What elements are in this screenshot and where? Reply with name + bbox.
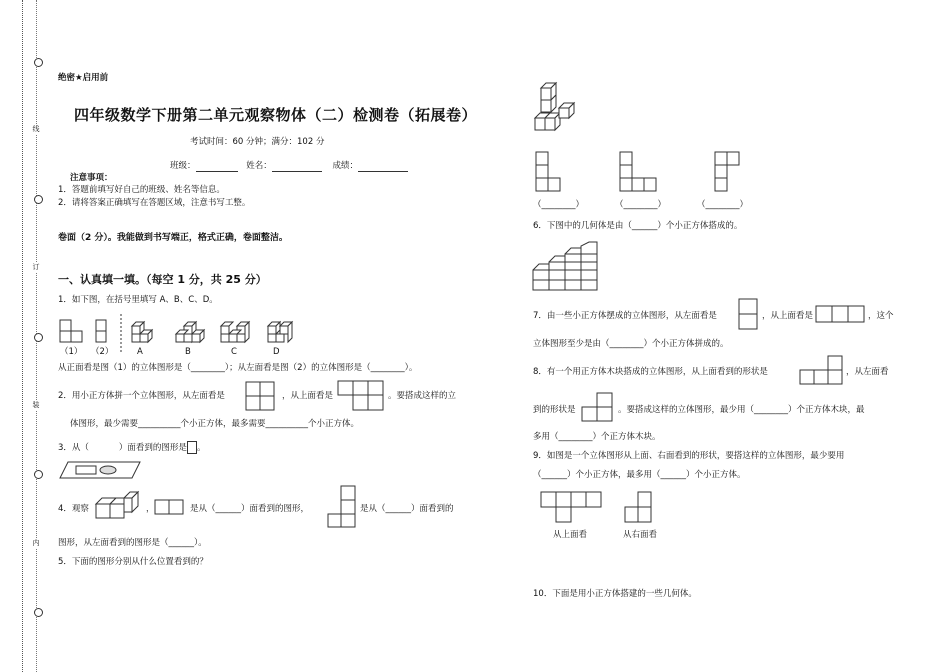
question-7-line2: 立体图形至少是由（________）个小正方体拼成的。 xyxy=(533,339,729,349)
q6-solid-figure xyxy=(533,238,605,294)
q5-blank: （________） xyxy=(697,200,749,210)
question-10-text: 10．下面是用小正方体搭建的一些几何体。 xyxy=(533,589,697,599)
note-item: 2．请将答案正确填写在答题区域，注意书写工整。 xyxy=(58,198,251,208)
binding-hole xyxy=(34,608,43,617)
binding-hole xyxy=(34,470,43,479)
q3-text1: 3．从（ xyxy=(58,443,89,453)
q1-label: （1） xyxy=(60,347,83,357)
question-7-part: ，这个 xyxy=(868,311,894,321)
name-label: 姓名： xyxy=(246,161,272,171)
binding-margin xyxy=(0,0,42,672)
q9-views xyxy=(540,491,670,527)
question-6-text: 6．下图中的几何体是由（______）个小正方体搭成的。 xyxy=(533,221,743,231)
note-item: 1．答题前填写好自己的班级、姓名等信息。 xyxy=(58,185,225,195)
question-9-line1: 9．如图是一个立体图形从上面、右面看到的形状，要搭这样的立体图形，最少要用 xyxy=(533,451,845,461)
question-2-line2: 体图形，最少需要__________个小正方体，最多需要__________个小正方体。 xyxy=(70,419,360,429)
question-4-line2: 图形，从左面看到的图形是（______）。 xyxy=(58,538,207,548)
question-7-part: ，从上面看是 xyxy=(762,311,814,321)
exam-info: 考试时间：60 分钟；满分：102 分 xyxy=(190,137,325,147)
q8-left-view-icon xyxy=(582,392,616,424)
q1-label: B xyxy=(185,347,191,357)
class-field[interactable] xyxy=(196,171,238,172)
q2-top-view-icon xyxy=(338,381,384,411)
question-2-part: 。要搭成这样的立 xyxy=(388,391,457,401)
q7-top-view-icon xyxy=(815,305,867,325)
question-8-line2a: 到的形状是 xyxy=(533,405,576,415)
binding-mark: 线 xyxy=(30,124,42,134)
q3-object-figure xyxy=(60,462,140,480)
question-9-line2: （______）个小正方体，最多用（______）个小正方体。 xyxy=(533,470,746,480)
q4-view-icon xyxy=(155,499,187,517)
q3-end: 。 xyxy=(196,443,206,453)
q4-solid-figure xyxy=(94,490,144,524)
q1-label: C xyxy=(231,347,237,357)
question-8-part: 8．有一个用正方体木块搭成的立体图形，从上面看到的形状是 xyxy=(533,367,768,377)
q4-comma: ， xyxy=(146,504,155,514)
question-8-line3: 多用（________）个正方体木块。 xyxy=(533,432,661,442)
q9-right-label: 从右面看 xyxy=(623,530,658,540)
q1-label: （2） xyxy=(91,347,114,357)
name-field[interactable] xyxy=(272,171,322,172)
question-2-part: 2．用小正方体拼一个立体图形，从左面看是 xyxy=(58,391,225,401)
binding-mark: 装 xyxy=(30,400,42,410)
binding-hole xyxy=(34,195,43,204)
q1-label: D xyxy=(273,347,280,357)
question-8-part: ，从左面看 xyxy=(846,367,889,377)
q3-text2: ）面看到的图形是 xyxy=(118,443,187,453)
q7-left-view-icon xyxy=(738,298,760,332)
page-title: 四年级数学下册第二单元观察物体（二）检测卷（拓展卷） xyxy=(74,106,478,124)
question-3-text xyxy=(58,441,205,454)
class-label: 班级： xyxy=(170,161,196,171)
secret-label: 绝密★启用前 xyxy=(58,73,109,83)
question-4-part: 4．观察 xyxy=(58,504,89,514)
question-4-part: 是从（______）面看到的图形， xyxy=(190,504,310,514)
binding-hole xyxy=(34,58,43,67)
q2-left-view-icon xyxy=(246,381,276,411)
binding-mark: 内 xyxy=(30,538,42,548)
q3-shape-icon xyxy=(187,441,197,454)
q5-blank: （________） xyxy=(615,200,667,210)
score-field[interactable] xyxy=(358,171,408,172)
score-label: 成绩： xyxy=(332,161,358,171)
question-8-line2b: 。要搭成这样的立体图形，最少用（________）个正方体木块，最 xyxy=(618,405,865,415)
notes-heading: 注意事项： xyxy=(70,173,113,183)
q1-answer-line: 从正面看是图（1）的立体图形是（________）；从左面看是图（2）的立体图形是（________）。 xyxy=(58,363,418,373)
question-5-text: 5．下面的图形分别从什么位置看到的？ xyxy=(58,557,208,567)
q4-view-icon xyxy=(328,485,358,529)
binding-mark: 订 xyxy=(30,262,42,272)
binding-hole xyxy=(34,333,43,342)
q8-top-view-icon xyxy=(800,355,846,387)
q5-solid-figure xyxy=(533,82,577,134)
info-fields xyxy=(170,160,408,172)
question-7-part: 7．由一些小正方体摆成的立体图形，从左面看是 xyxy=(533,311,717,321)
q5-views xyxy=(535,150,755,194)
question-1-text: 1．如下图，在括号里填写 A、B、C、D。 xyxy=(58,295,218,305)
q9-top-label: 从上面看 xyxy=(553,530,588,540)
question-4-part: 是从（______）面看到的 xyxy=(360,504,454,514)
q5-blank: （________） xyxy=(533,200,585,210)
section-heading: 一、认真填一填。（每空 1 分，共 25 分） xyxy=(58,273,267,286)
neatness-note: 卷面（2 分）。我能做到书写端正，格式正确，卷面整洁。 xyxy=(58,233,288,243)
question-2-part: ，从上面看是 xyxy=(282,391,334,401)
q1-label: A xyxy=(137,347,143,357)
